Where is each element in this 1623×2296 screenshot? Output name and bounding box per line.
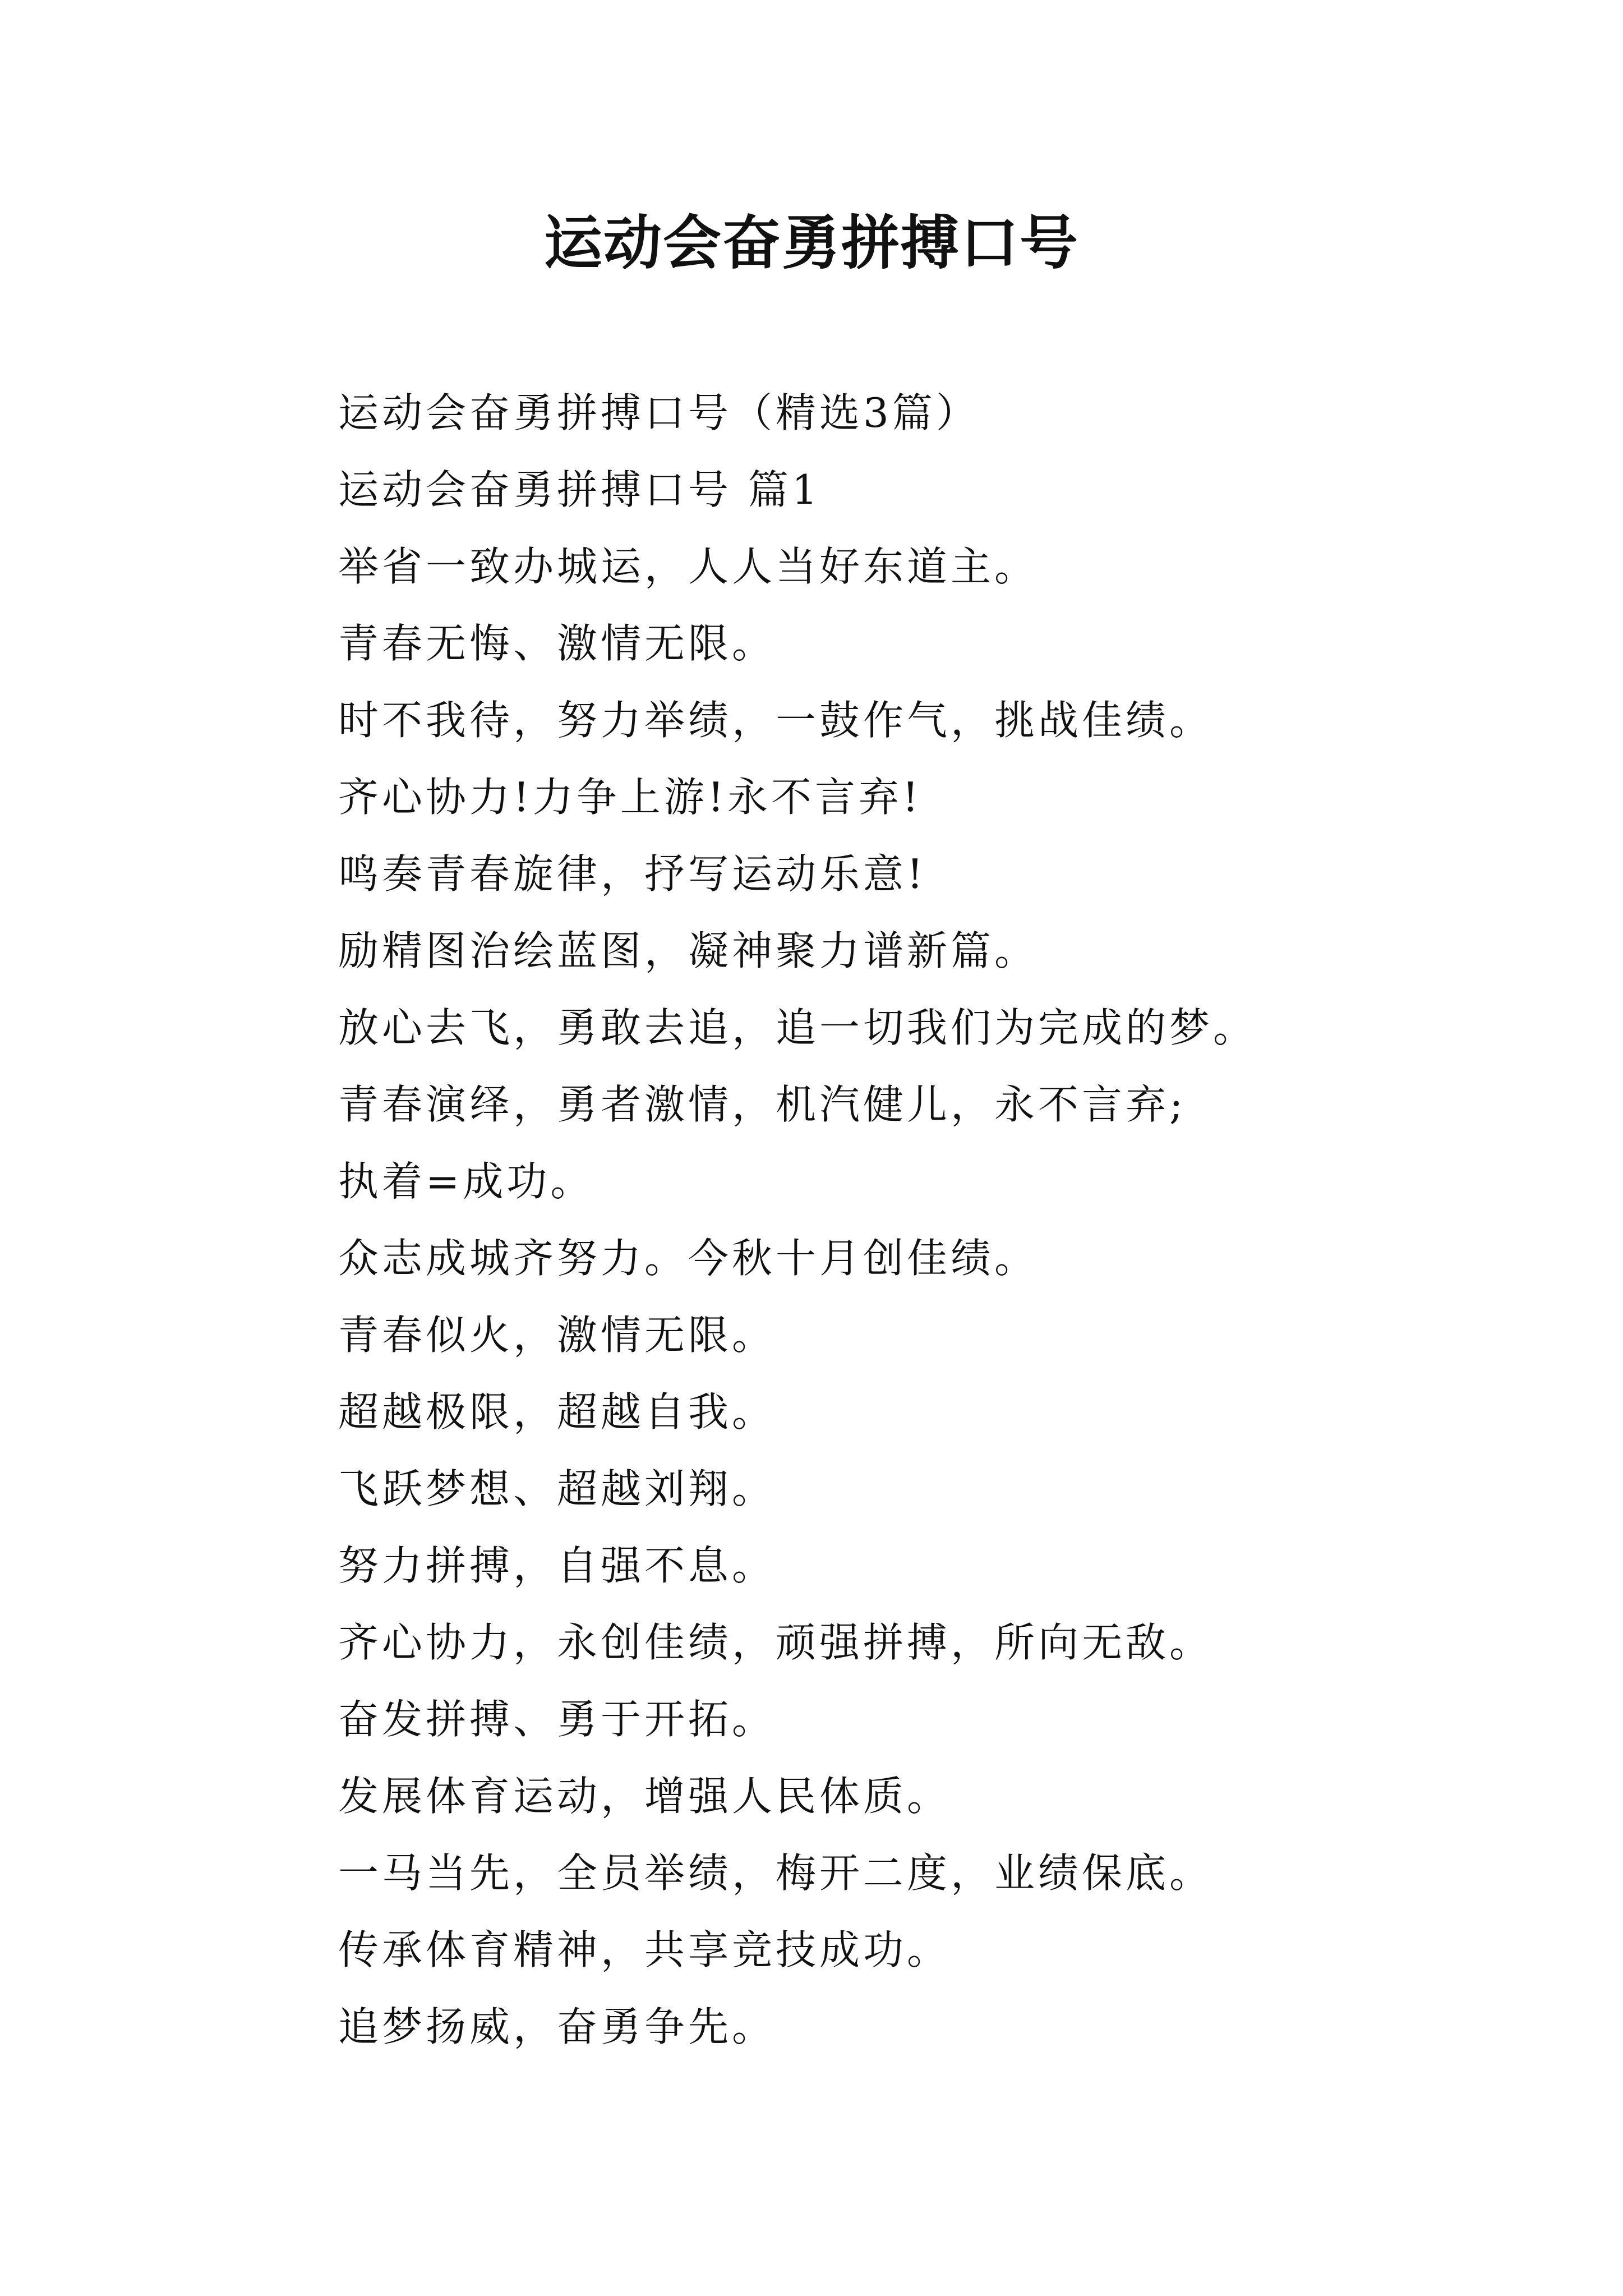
slogan-line: 执着=成功。 (338, 1158, 594, 1205)
slogan-line: 飞跃梦想、超越刘翔。 (338, 1465, 776, 1512)
slogan-line: 举省一致办城运，人人当好东道主。 (338, 543, 1039, 590)
slogan-line: 时不我待，努力举绩，一鼓作气，挑战佳绩。 (338, 697, 1214, 744)
slogan-line: 放心去飞，勇敢去追，追一切我们为完成的梦。 (338, 1004, 1257, 1051)
document-title: 运动会奋勇拼搏口号 (543, 208, 1079, 277)
slogan-line: 努力拼搏，自强不息。 (338, 1542, 776, 1589)
slogan-line: 超越极限，超越自我。 (338, 1388, 776, 1435)
slogan-line: 齐心协力!力争上游!永不言弃! (338, 774, 922, 821)
slogan-line: 青春演绎，勇者激情，机汽健儿，永不言弃; (338, 1081, 1187, 1128)
slogan-line: 众志成城齐努力。今秋十月创佳绩。 (338, 1235, 1039, 1282)
slogan-line: 鸣奏青春旋律，抒写运动乐意! (338, 850, 926, 898)
slogan-list (338, 375, 1561, 2065)
slogan-line: 发展体育运动，增强人民体质。 (338, 1773, 951, 1820)
slogan-line: 奋发拼搏、勇于开拓。 (338, 1696, 776, 1743)
section-heading: 运动会奋勇拼搏口号 篇1 (338, 466, 821, 513)
slogan-line: 青春似火，激情无限。 (338, 1312, 776, 1359)
slogan-line: 传承体育精神，共享竞技成功。 (338, 1926, 951, 1973)
slogan-line: 一马当先，全员举绩，梅开二度，业绩保底。 (338, 1849, 1214, 1897)
slogan-line: 励精图治绘蓝图，凝神聚力谱新篇。 (338, 927, 1039, 974)
slogan-line: 齐心协力，永创佳绩，顽强拼搏，所向无敌。 (338, 1619, 1214, 1666)
subtitle-line: 运动会奋勇拼搏口号（精选3篇） (338, 389, 980, 436)
slogan-line: 青春无悔、激情无限。 (338, 620, 776, 667)
slogan-line: 追梦扬威，奋勇争先。 (338, 2003, 776, 2050)
